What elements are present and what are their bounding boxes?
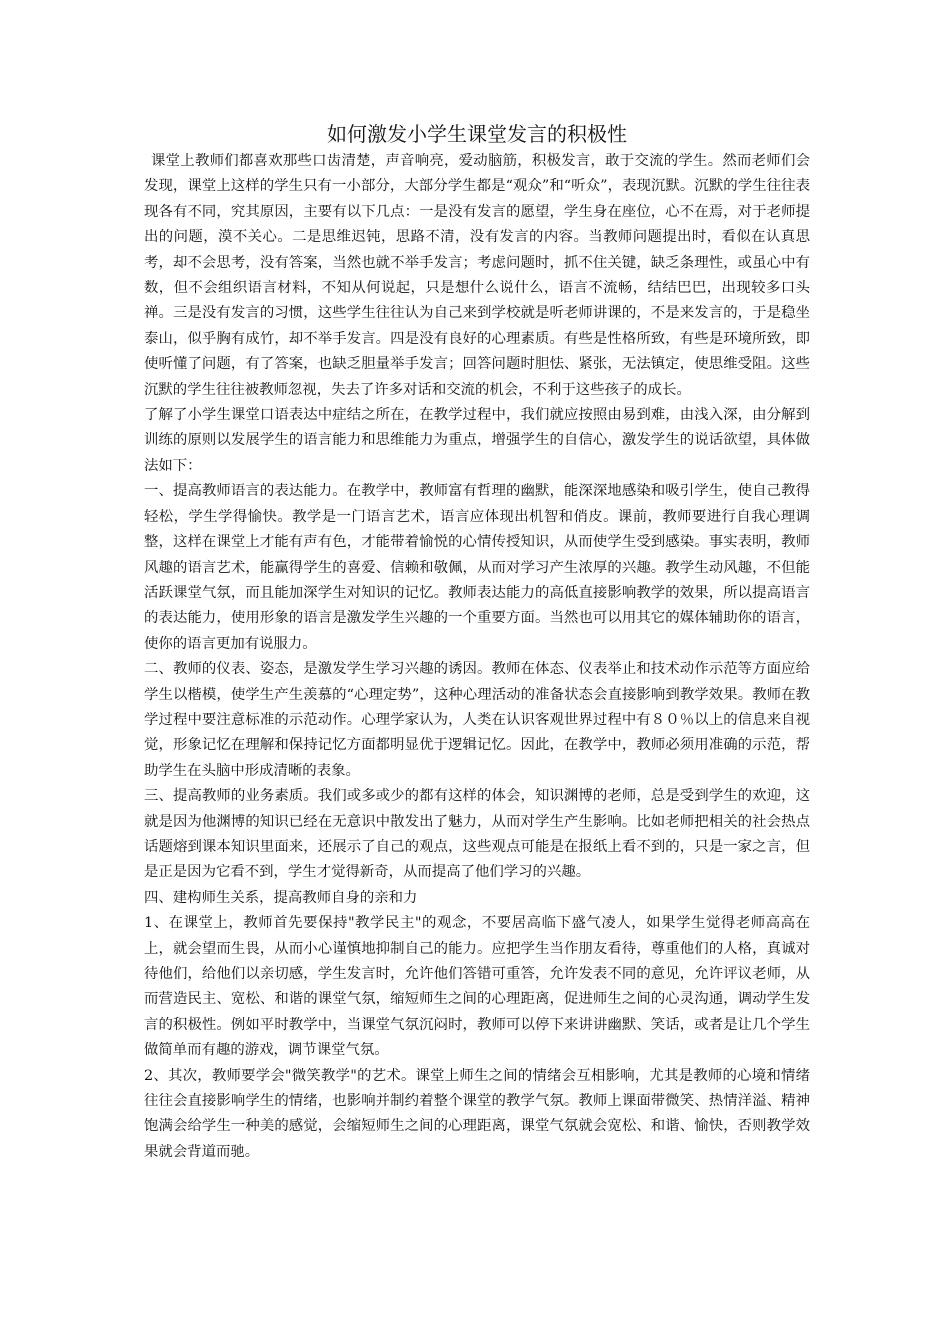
paragraph-section-one: 一、提高教师语言的表达能力。在教学中，教师富有哲理的幽默，能深深地感染和吸引学生，使自己教得轻松，学生学得愉快。教学是一门语言艺术，语言应体现出机智和俏皮。课前，教师要进行自我心理调整，这样在课堂上才能有声有色，才能带着愉悦的心情传授知识，从而使学生受到感染。事实表明，教师风趣的语言艺术，能赢得学生的喜爱、信赖和敬佩，从而对学习产生浓厚的兴趣。教学生动风趣，不但能活跃课堂气氛，而且能加深学生对知识的记忆。教师表达能力的高低直接影响教学的效果，所以提高语言的表达能力，使用形象的语言是激发学生兴趣的一个重要方面。当然也可以用其它的媒体辅助你的语言，使你的语言更加有说服力。 xyxy=(144,483,810,652)
paragraph-section-two: 二、教师的仪表、姿态，是激发学生学习兴趣的诱因。教师在体态、仪表举止和技术动作示范等方面应给学生以楷模，使学生产生羡慕的“心理定势”，这种心理活动的准备状态会直接影响到教学效果。教师在教学过程中要注意标准的示范动作。心理学家认为，人类在认识客观世界过程中有８０％以上的信息来自视觉，形象记忆在理解和保持记忆方面都明显优于逻辑记忆。因此，在教学中，教师必须用准确的示范，帮助学生在头脑中形成清晰的表象。 xyxy=(144,661,810,779)
section-four-heading: 四、建构师生关系，提高教师自身的亲和力 xyxy=(144,889,418,906)
paragraph-point-one: 1、在课堂上，教师首先要保持"教学民主"的观念，不要居高临下盛气凌人，如果学生觉得老师高高在上，就会望而生畏，从而小心谨慎地抑制自己的能力。应把学生当作朋友看待，尊重他们的人格，真诚对待他们，给他们以亲切感，学生发言时，允许他们答错可重答，允许发表不同的意见，允许评议老师，从而营造民主、宽松、和谐的课堂气氛，缩短师生之间的心理距离，促进师生之间的心灵沟通，调动学生发言的积极性。例如平时教学中，当课堂气氛沉闷时，教师可以停下来讲讲幽默、笑话，或者是让几个学生做简单而有趣的游戏，调节课堂气氛。 xyxy=(144,915,810,1059)
paragraph-point-two: 2、其次，教师要学会"微笑教学"的艺术。课堂上师生之间的情绪会互相影响，尤其是教师的心境和情绪往往会直接影响学生的情绪，也影响并制约着整个课堂的教学气氛。教师上课面带微笑、热情洋溢、精神饱满会给学生一种美的感觉，会缩短师生之间的心理距离，课堂气氛就会宽松、和谐、愉快，否则教学效果就会背道而驰。 xyxy=(144,1067,810,1160)
paragraph-section-three: 三、提高教师的业务素质。我们或多或少的都有这样的体会，知识渊博的老师，总是受到学生的欢迎，这就是因为他渊博的知识已经在无意识中散发出了魅力，从而对学生产生影响。比如老师把相关的社会热点话题熔到课本知识里面来，还展示了自己的观点，这些观点可能是在报纸上看不到的，只是一家之言，但是正是因为它看不到，学生才觉得新奇，从而提高了他们学习的兴趣。 xyxy=(144,788,810,881)
document-title: 如何激发小学生课堂发言的积极性 xyxy=(327,122,627,146)
document-body xyxy=(144,120,810,1165)
paragraph-overview: 了解了小学生课堂口语表达中症结之所在，在教学过程中，我们就应按照由易到难，由浅入深，由分解到训练的原则以发展学生的语言能力和思维能力为重点，增强学生的自信心，激发学生的说话欲望，具体做法如下： xyxy=(144,407,810,474)
paragraph-intro: 课堂上教师们都喜欢那些口齿清楚，声音响亮，爱动脑筋，积极发言，敢于交流的学生。然而老师们会发现，课堂上这样的学生只有一小部分，大部分学生都是“观众”和“听众”，表现沉默。沉默的学生往往表现各有不同，究其原因，主要有以下几点：一是没有发言的愿望，学生身在座位，心不在焉，对于老师提出的问题，漠不关心。二是思维迟钝，思路不清，没有发言的内容。当教师问题提出时，看似在认真思考，却不会思考，没有答案，当然也就不举手发言；考虑问题时，抓不住关键，缺乏条理性，或虽心中有数，但不会组织语言材料，不知从何说起，只是想什么说什么，语言不流畅，结结巴巴，出现较多口头禅。三是没有发言的习惯，这些学生往往认为自己来到学校就是听老师讲课的，不是来发言的，于是稳坐泰山，似乎胸有成竹，却不举手发言。四是没有良好的心理素质。有些是性格所致，有些是环境所致，即使听懂了问题，有了答案，也缺乏胆量举手发言；回答问题时胆怯、紧张，无法镇定，使思维受阻。这些沉默的学生往往被教师忽视，失去了许多对话和交流的机会，不利于这些孩子的成长。 xyxy=(144,153,810,398)
